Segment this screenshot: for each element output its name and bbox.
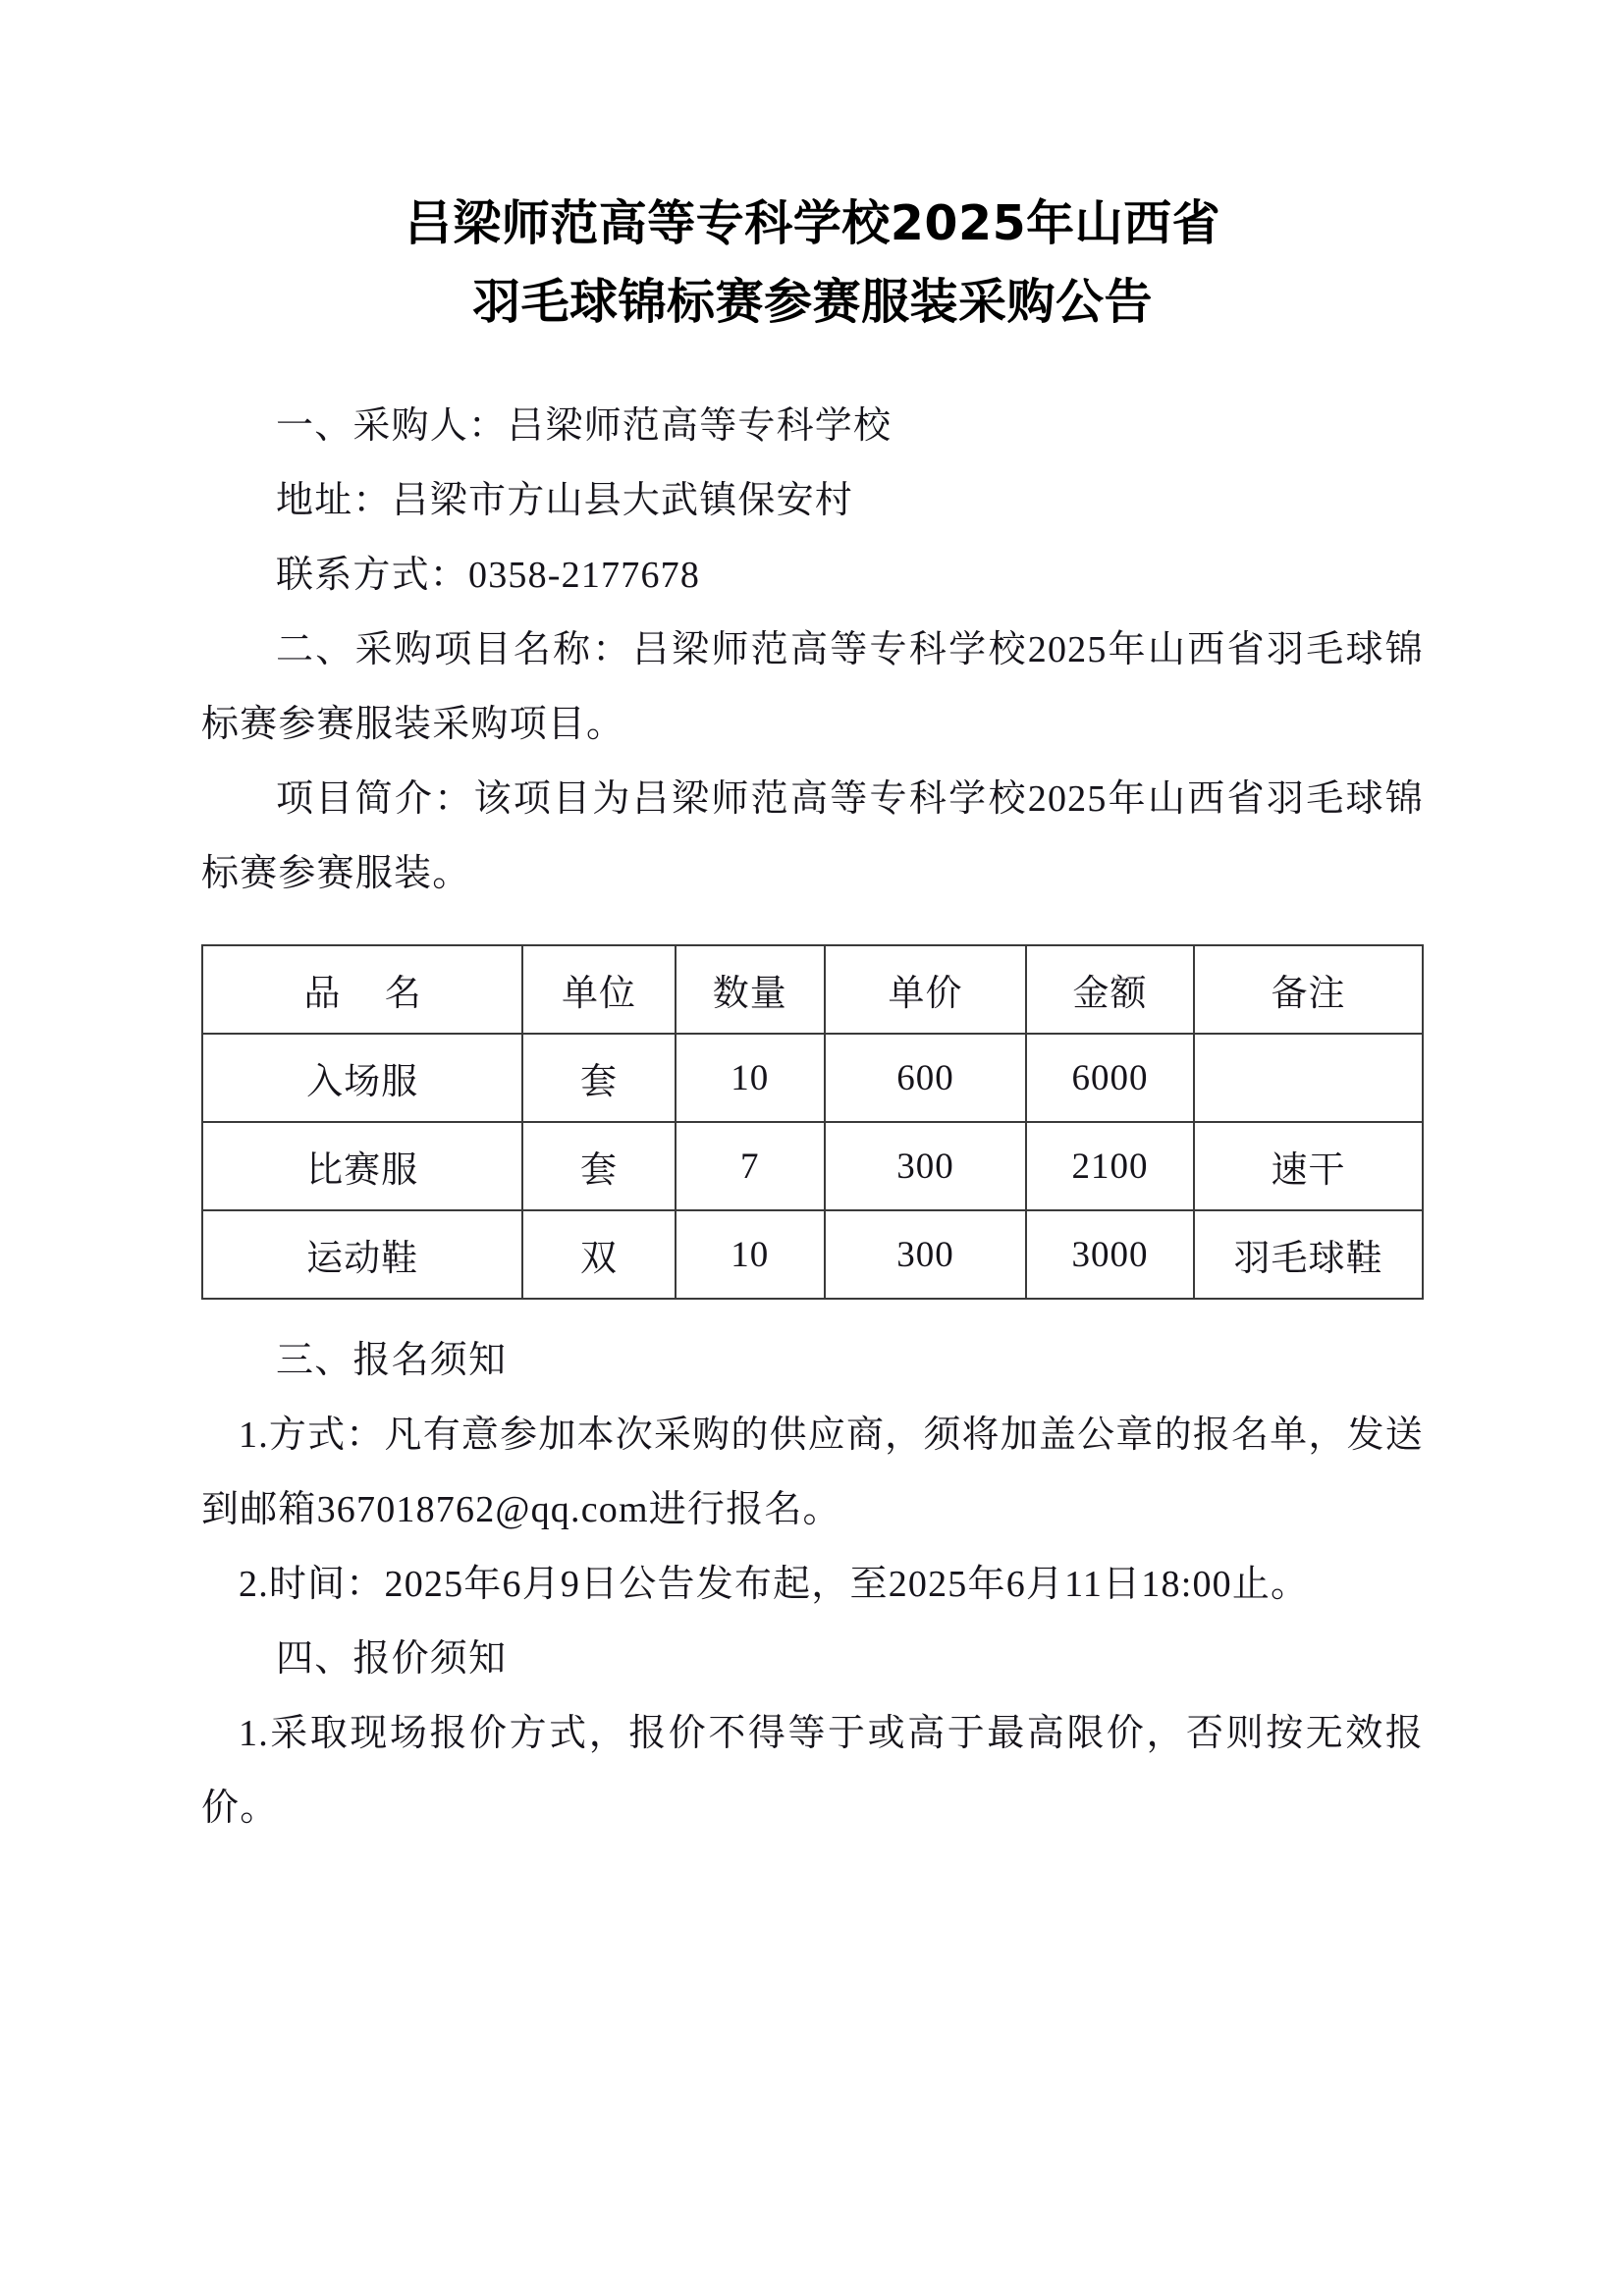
title-line-2: 羽毛球锦标赛参赛服装采购公告 (471, 274, 1153, 330)
table-row (202, 1210, 1423, 1299)
cell-name: 运动鞋 (202, 1210, 522, 1299)
registration-item-2: 2.时间：2025年6月9日公告发布起，至2025年6月11日18:00止。 (239, 1564, 1310, 1605)
column-header-price: 单价 (825, 945, 1026, 1034)
cell-name: 入场服 (202, 1034, 522, 1122)
goods-table-wrapper (201, 944, 1424, 1300)
cell-note: 羽毛球鞋 (1194, 1210, 1423, 1299)
section-quotation-heading: 四、报价须知 (276, 1638, 508, 1680)
cell-price: 300 (825, 1122, 1026, 1210)
cell-name: 比赛服 (202, 1122, 522, 1210)
cell-unit: 套 (522, 1122, 675, 1210)
column-header-name-label: 品 名 (303, 974, 439, 1014)
column-header-qty: 数量 (676, 945, 825, 1034)
table-header-row (202, 945, 1423, 1034)
project-intro: 项目简介：该项目为吕梁师范高等专科学校2025年山西省羽毛球锦标赛参赛服装。 (201, 778, 1424, 894)
cell-unit: 双 (522, 1210, 675, 1299)
cell-amount: 2100 (1026, 1122, 1194, 1210)
cell-amount: 6000 (1026, 1034, 1194, 1122)
cell-note (1194, 1034, 1423, 1122)
column-header-amount: 金额 (1026, 945, 1194, 1034)
column-header-name (202, 945, 522, 1034)
goods-table (201, 944, 1424, 1300)
title-line-1: 吕梁师范高等专科学校2025年山西省 (404, 195, 1221, 251)
section-purchaser-heading: 一、采购人：吕梁师范高等专科学校 (276, 405, 893, 447)
section-registration-heading: 三、报名须知 (276, 1340, 508, 1381)
quotation-item-1: 1.采取现场报价方式，报价不得等于或高于最高限价，否则按无效报价。 (201, 1713, 1424, 1829)
cell-price: 300 (825, 1210, 1026, 1299)
purchaser-address: 地址：吕梁市方山县大武镇保安村 (276, 480, 854, 521)
section-project-name-heading: 二、采购项目名称：吕梁师范高等专科学校2025年山西省羽毛球锦标赛参赛服装采购项目。 (201, 629, 1424, 745)
cell-price: 600 (825, 1034, 1026, 1122)
cell-amount: 3000 (1026, 1210, 1194, 1299)
cell-note: 速干 (1194, 1122, 1423, 1210)
cell-qty: 10 (676, 1210, 825, 1299)
page-title (201, 185, 1424, 342)
cell-unit: 套 (522, 1034, 675, 1122)
registration-item-1: 1.方式：凡有意参加本次采购的供应商，须将加盖公章的报名单，发送到邮箱367018762@qq.com进行报名。 (201, 1415, 1424, 1530)
purchaser-contact: 联系方式：0358-2177678 (276, 555, 701, 596)
column-header-note: 备注 (1194, 945, 1423, 1034)
document-content (201, 0, 1424, 1845)
document-body (201, 389, 1424, 1845)
column-header-unit: 单位 (522, 945, 675, 1034)
table-row (202, 1034, 1423, 1122)
cell-qty: 7 (676, 1122, 825, 1210)
table-row (202, 1122, 1423, 1210)
cell-qty: 10 (676, 1034, 825, 1122)
